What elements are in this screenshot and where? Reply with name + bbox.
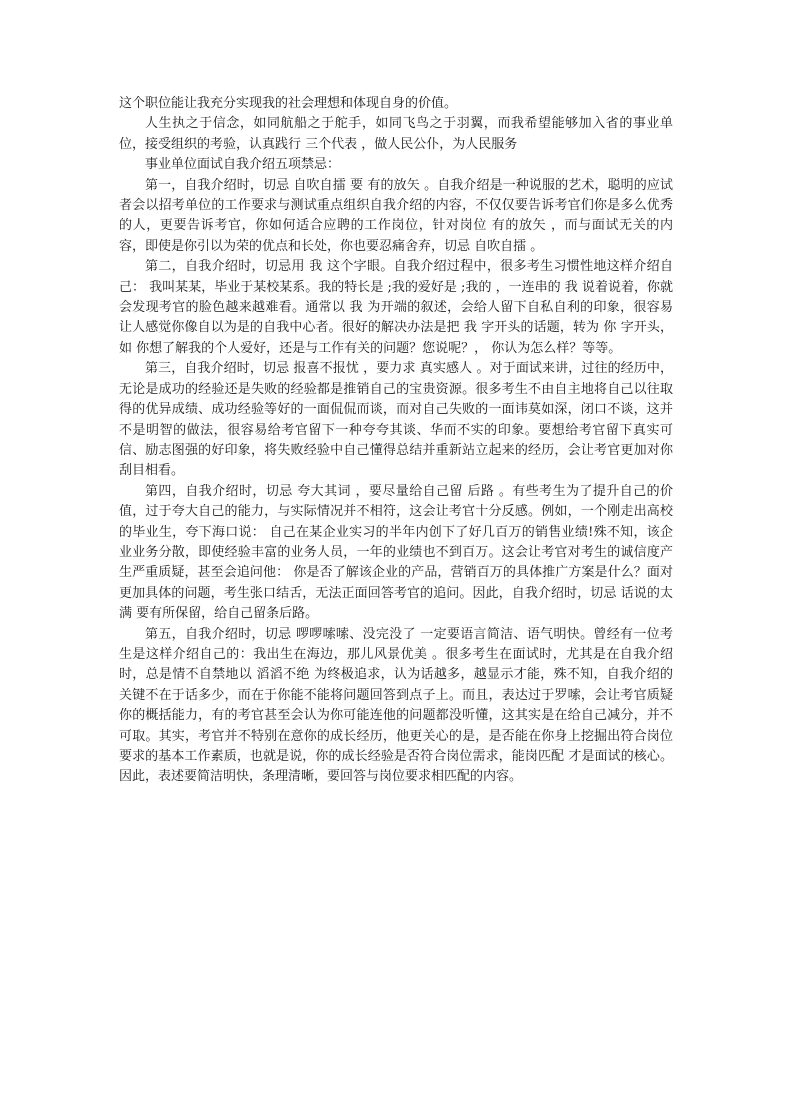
paragraph: 这个职位能让我充分实现我的社会理想和体现自身的价值。 [119,96,458,111]
paragraph: 第五，自我介绍时，切忌 啰啰嗦嗦、没完没了 一定要语言简洁、语气明快。曾经有一位考生是这样介绍自己的：我出生在海边，那儿风景优美 。很多考生在面试时，尤其是在自我介绍时，总是情不自禁地以 滔滔不绝 为终极追求，认为话越多，越显示才能，殊不知，自我介绍的关键不在于话多少，而在于你能不能将问题回答到点子上。而且，表达过于罗嗦，会让考官质疑你的概括能力，有的考官甚至会认为你可能连他的问题都没听懂，这其实是在给自己减分，并不可取。其实，考官并不特别在意你的成长经历，他更关心的是，是否能在你身上挖掘出符合岗位要求的基本工作素质，也就是说，你的成长经验是否符合岗位需求，能岗匹配 才是面试的核心。因此，表述要简洁明快，条理清晰，要回答与岗位要求相匹配的内容。 [119,626,673,785]
document-page [119,94,673,788]
section-heading: 事业单位面试自我介绍五项禁忌： [145,157,341,173]
paragraph: 第四，自我介绍时，切忌 夸大其词 ，要尽量给自己留 后路 。有些考生为了提升自己的价值，过于夸大自己的能力，与实际情况并不相符，这会让考官十分反感。例如，一个刚走出高校的毕业生，夸下海口说： 自己在某企业实习的半年内创下了好几百万的销售业绩!殊不知，该企业业务分散，即使经验丰富的业务人员，一年的业绩也不到百万。这会让考官对考生的诚信度产生严重质疑，甚至会追问他： 你是否了解该企业的产品，营销百万的具体推广方案是什么？面对更加具体的问题，考生张口结舌，无法正面回答考官的追问。因此，自我介绍时，切忌 话说的太满 要有所保留，给自己留条后路。 [119,483,673,622]
paragraph: 第一，自我介绍时，切忌 自吹自擂 要 有的放矢 。自我介绍是一种说服的艺术，聪明的应试者会以招考单位的工作要求与测试重点组织自我介绍的内容，不仅仅要告诉考官们你是多么优秀的人，更要告诉考官，你如何适合应聘的工作岗位，针对岗位 有的放矢 ，而与面试无关的内容，即使是你引以为荣的优点和长处，你也要忍痛舍弃，切忌 自吹自擂 。 [119,177,673,254]
paragraph: 第三，自我介绍时，切忌 报喜不报忧 ，要力求 真实感人 。对于面试来讲，过往的经历中，无论是成功的经验还是失败的经验都是推销自己的宝贵资源。很多考生不由自主地将自己以往取得的优异成绩、成功经验等好的一面侃侃而谈，而对自己失败的一面讳莫如深，闭口不谈，这并不是明智的做法，很容易给考官留下一种夸夸其谈、华而不实的印象。要想给考官留下真实可信、励志图强的好印象，将失败经验中自己懂得总结并重新站立起来的经历，会让考官更加对你刮目相看。 [119,361,673,479]
paragraph: 人生执之于信念，如同航船之于舵手，如同飞鸟之于羽翼，而我希望能够加入省的事业单位，接受组织的考验，认真践行 三个代表 ，做人民公仆，为人民服务 [119,116,673,152]
paragraph: 第二，自我介绍时，切忌用 我 这个字眼。自我介绍过程中，很多考生习惯性地这样介绍自己： 我叫某某，毕业于某校某系。我的特长是 ;我的爱好是 ;我的 ，一连串的 我 说着说着，你就会发现考官的脸色越来越难看。通常以 我 为开端的叙述，会给人留下自私自利的印象，很容易让人感觉你像自以为是的自我中心者。很好的解决办法是把 我 字开头的话题，转为 你 字开头，如 你想了解我的个人爱好，还是与工作有关的问题？您说呢？， 你认为怎么样？等等。 [119,259,673,356]
